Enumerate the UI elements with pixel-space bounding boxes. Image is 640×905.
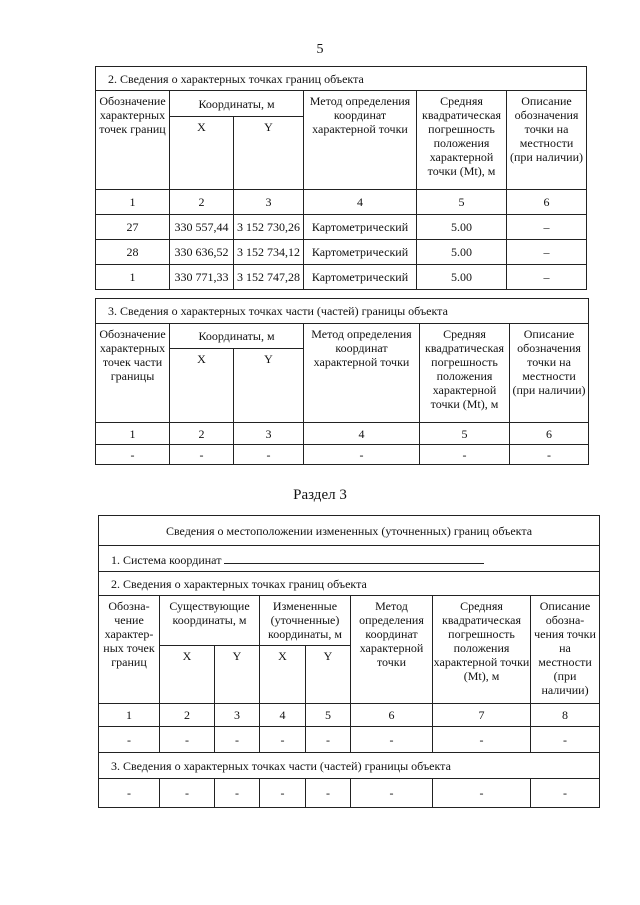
point-id: 1	[96, 265, 170, 290]
y-value: 3 152 734,12	[234, 240, 304, 265]
table-title: 3. Сведения о характерных точках части (частей) границы объекта	[96, 299, 589, 324]
column-number: 6	[507, 190, 587, 215]
column-number: 2	[170, 190, 234, 215]
empty-cell: -	[420, 445, 510, 465]
parts-subtitle: 3. Сведения о характерных точках части (частей) границы объекта	[99, 753, 600, 779]
column-number: 3	[234, 190, 304, 215]
empty-cell: -	[433, 727, 531, 753]
method-value: Картометрический	[304, 240, 417, 265]
description-value: –	[507, 240, 587, 265]
empty-cell: -	[531, 727, 600, 753]
x-value: 330 771,33	[170, 265, 234, 290]
error-header: Средняя квадратическая погрешность положения характерной точки (Mt), м	[433, 596, 531, 704]
changed-y-header: Y	[306, 646, 351, 704]
empty-cell: -	[99, 727, 160, 753]
column-number: 4	[260, 704, 306, 727]
point-id: 28	[96, 240, 170, 265]
error-header: Средняя квадратическая погрешность положения характерной точки (Mt), м	[417, 91, 507, 190]
error-value: 5.00	[417, 215, 507, 240]
table-row	[99, 779, 600, 808]
table-title: 2. Сведения о характерных точках границ объекта	[96, 67, 587, 91]
empty-cell: -	[99, 779, 160, 808]
method-value: Картометрический	[304, 265, 417, 290]
empty-cell: -	[215, 779, 260, 808]
changed-coordinates-header: Измененные (уточненные) координаты, м	[260, 596, 351, 646]
x-value: 330 636,52	[170, 240, 234, 265]
description-value: –	[507, 215, 587, 240]
column-number: 3	[234, 423, 304, 445]
description-header: Описание обозна-чения точки на местности (при наличии)	[531, 596, 600, 704]
points-header: Обозначение характерных точек части границы	[96, 324, 170, 423]
section-title: Раздел 3	[293, 487, 347, 503]
x-value: 330 557,44	[170, 215, 234, 240]
existing-x-header: X	[160, 646, 215, 704]
y-header: Y	[234, 349, 304, 423]
column-number: 2	[170, 423, 234, 445]
existing-coordinates-header: Существующие координаты, м	[160, 596, 260, 646]
coordinates-header: Координаты, м	[170, 91, 304, 117]
error-value: 5.00	[417, 240, 507, 265]
empty-cell: -	[306, 779, 351, 808]
description-header: Описание обозначения точки на местности (при наличии)	[510, 324, 589, 423]
coordinates-header: Координаты, м	[170, 324, 304, 349]
part-boundary-points-table	[95, 298, 589, 465]
points-header: Обозна-чение характер-ных точек границ	[99, 596, 160, 704]
empty-cell: -	[510, 445, 589, 465]
method-header: Метод определения координат характерной точки	[351, 596, 433, 704]
coordinate-system-row	[99, 546, 600, 572]
empty-cell: -	[234, 445, 304, 465]
empty-cell: -	[96, 445, 170, 465]
column-number: 7	[433, 704, 531, 727]
x-header: X	[170, 349, 234, 423]
x-header: X	[170, 117, 234, 190]
description-header: Описание обозначения точки на местности (при наличии)	[507, 91, 587, 190]
empty-cell: -	[260, 779, 306, 808]
column-number: 5	[417, 190, 507, 215]
column-number: 8	[531, 704, 600, 727]
empty-cell: -	[531, 779, 600, 808]
column-number: 6	[351, 704, 433, 727]
coordinate-system-label: 1. Система координат	[111, 552, 222, 567]
empty-cell: -	[433, 779, 531, 808]
error-value: 5.00	[417, 265, 507, 290]
empty-cell: -	[260, 727, 306, 753]
table-row	[96, 445, 589, 465]
y-header: Y	[234, 117, 304, 190]
method-value: Картометрический	[304, 215, 417, 240]
points-header: Обозначение характерных точек границ	[96, 91, 170, 190]
column-number: 3	[215, 704, 260, 727]
table-row	[99, 727, 600, 753]
error-header: Средняя квадратическая погрешность положения характерной точки (Mt), м	[420, 324, 510, 423]
table-subtitle: 2. Сведения о характерных точках границ объекта	[99, 572, 600, 596]
empty-cell: -	[306, 727, 351, 753]
method-header: Метод определения координат характерной точки	[304, 324, 420, 423]
column-number: 5	[306, 704, 351, 727]
column-number: 1	[96, 190, 170, 215]
empty-cell: -	[304, 445, 420, 465]
empty-cell: -	[351, 779, 433, 808]
table-row	[96, 240, 587, 265]
column-number: 2	[160, 704, 215, 727]
y-value: 3 152 747,28	[234, 265, 304, 290]
method-header: Метод определения координат характерной точки	[304, 91, 417, 190]
changed-boundaries-table	[98, 515, 600, 808]
table-title: Сведения о местоположении измененных (уточненных) границ объекта	[99, 516, 600, 546]
column-number: 4	[304, 423, 420, 445]
empty-cell: -	[215, 727, 260, 753]
boundary-points-table	[95, 66, 587, 290]
y-value: 3 152 730,26	[234, 215, 304, 240]
column-number: 5	[420, 423, 510, 445]
empty-cell: -	[170, 445, 234, 465]
empty-cell: -	[351, 727, 433, 753]
changed-x-header: X	[260, 646, 306, 704]
existing-y-header: Y	[215, 646, 260, 704]
column-number: 4	[304, 190, 417, 215]
point-id: 27	[96, 215, 170, 240]
table-row	[96, 265, 587, 290]
column-number: 1	[96, 423, 170, 445]
coordinate-system-blank	[224, 551, 484, 564]
description-value: –	[507, 265, 587, 290]
empty-cell: -	[160, 727, 215, 753]
column-number: 6	[510, 423, 589, 445]
empty-cell: -	[160, 779, 215, 808]
column-number: 1	[99, 704, 160, 727]
page-number: 5	[316, 42, 324, 57]
table-row	[96, 215, 587, 240]
